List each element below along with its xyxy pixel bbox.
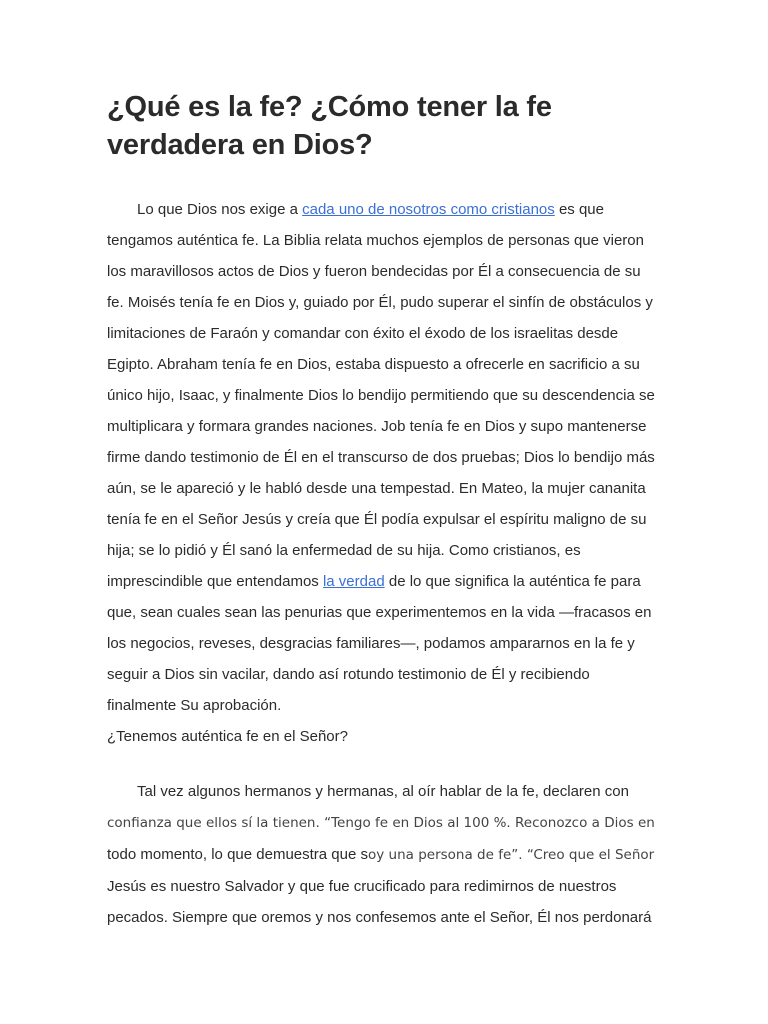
paragraph-second-text-3: todo momento, lo que demuestra que s (107, 846, 368, 863)
paragraph-second-text-1: Tal vez algunos hermanos y hermanas, al oír hablar de la fe, declaren con (137, 783, 629, 800)
document-page (107, 88, 659, 933)
paragraph-intro (107, 194, 659, 721)
section-question: ¿Tenemos auténtica fe en el Señor? (107, 728, 348, 745)
paragraph-second (107, 776, 659, 933)
paragraph-second-text-5: Jesús es nuestro Salvador y que fue crucificado para redimirnos de nuestros pecados. Siempre que oremos y nos confesemos ante el Señor, Él nos perdonará (107, 878, 652, 926)
link-cada-uno-de-nosotros[interactable]: cada uno de nosotros como cristianos (302, 201, 555, 218)
paragraph-intro-text-3: de lo que significa la auténtica fe para que, sean cuales sean las penurias que experimentemos en la vida —fracasos en los negocios, reveses, desgracias familiares—, podamos ampararnos en la fe y seguir a Dios sin vacilar, dando así rotundo testimonio de Él y recibiendo finalmente Su aprobación. (107, 573, 652, 714)
paragraph-intro-text-2: es que tengamos auténtica fe. La Biblia relata muchos ejemplos de personas que vieron los maravillosos actos de Dios y fueron bendecidas por Él a consecuencia de su fe. Moisés tenía fe en Dios y, guiado por Él, pudo superar el sinfín de obstáculos y limitaciones de Faraón y comandar con éxito el éxodo de los israelitas desde Egipto. Abraham tenía fe en Dios, estaba dispuesto a ofrecerle en sacrificio a su único hijo, Isaac, y finalmente Dios lo bendijo permitiendo que su descendencia se multiplicara y formara grandes naciones. Job tenía fe en Dios y supo mantenerse firme dando testimonio de Él en el transcurso de dos pruebas; Dios lo bendijo más aún, se le apareció y le habló desde una tempestad. En Mateo, la mujer cananita tenía fe en el Señor Jesús y creía que Él podía expulsar el espíritu maligno de su hija; se lo pidió y Él sanó la enfermedad de su hija. Como cristianos, es imprescindible que entendamos (107, 201, 655, 590)
link-la-verdad[interactable]: la verdad (322, 573, 385, 590)
page-title: ¿Qué es la fe? ¿Cómo tener la fe verdadera en Dios? (107, 91, 552, 161)
paragraph-second-text-4: oy una persona de fe”. “Creo que el Señor (368, 847, 655, 863)
paragraph-second-text-2: confianza que ellos sí la tienen. “Tengo fe en Dios al 100 %. Reconozco a Dios en (107, 815, 655, 831)
paragraph-intro-text-1: Lo que Dios nos exige a (137, 201, 303, 218)
